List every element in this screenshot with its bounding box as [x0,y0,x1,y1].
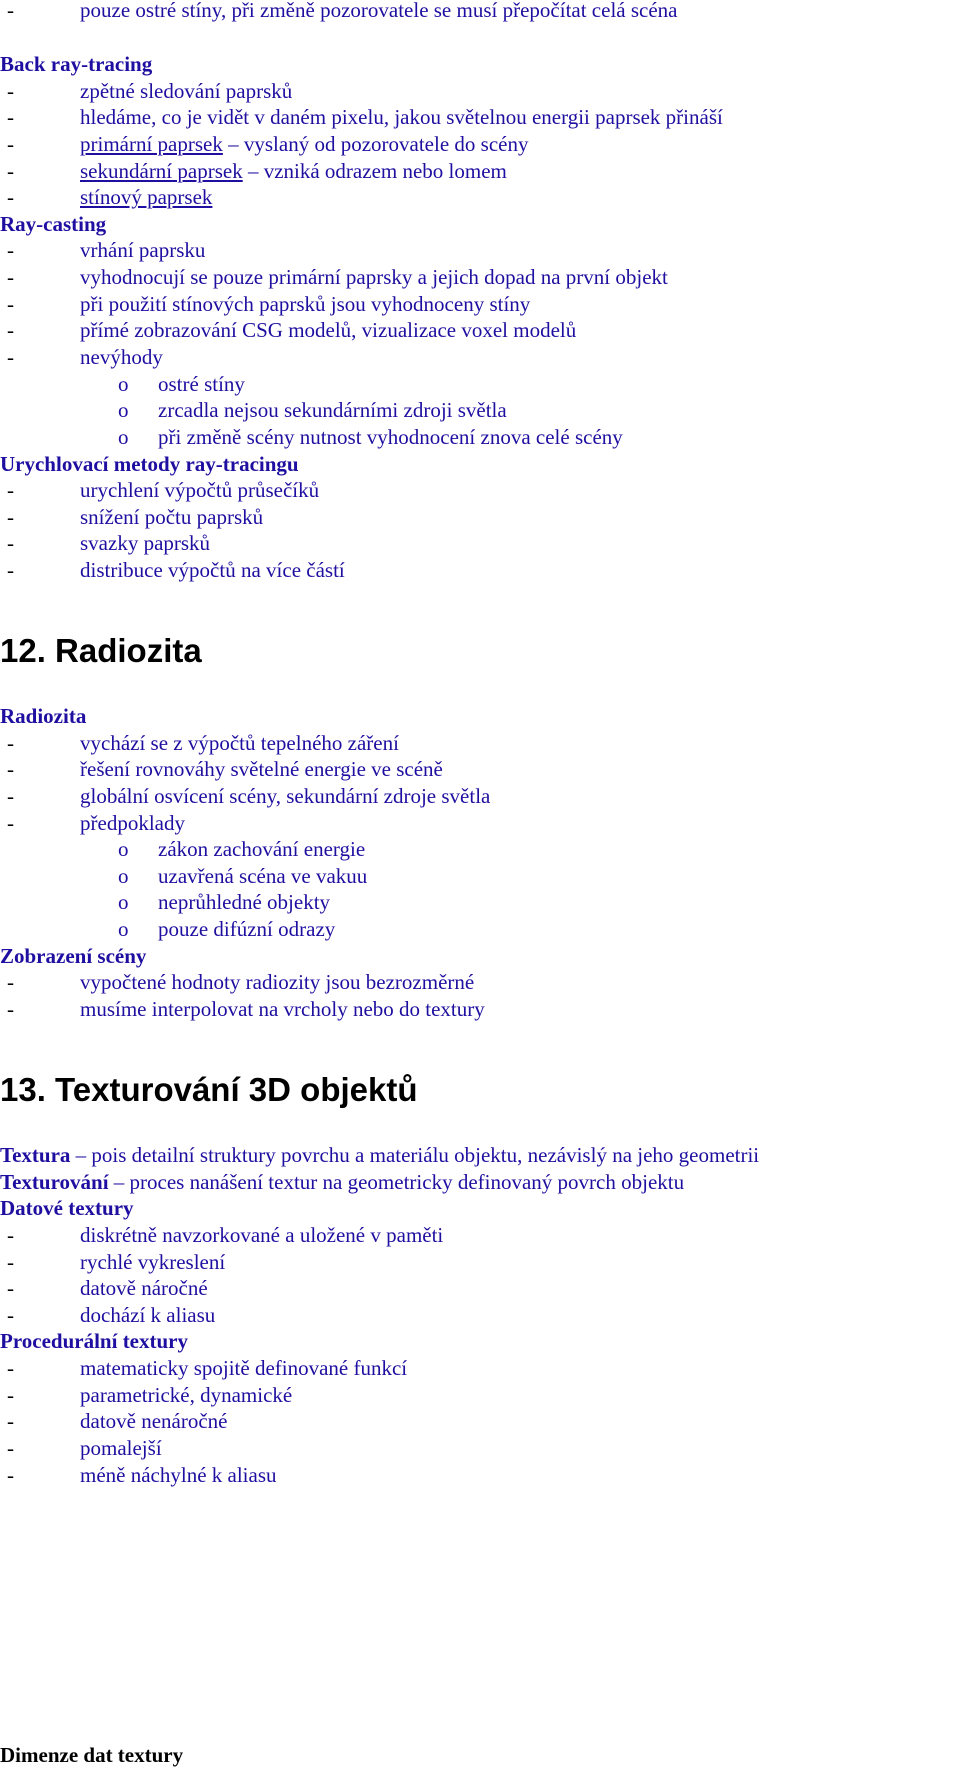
section-heading-procedural-textures: Procedurální textury [0,1329,188,1353]
list-item: - sekundární paprsek – vzniká odrazem nebo lomem [7,159,507,183]
list-item: - vrhání paprsku [7,238,206,262]
list-item: - zpětné sledování paprsků [7,79,293,103]
list-item: - parametrické, dynamické [7,1383,293,1407]
list-item: - vyhodnocují se pouze primární paprsky a jejich dopad na první objekt [7,265,668,289]
list-item: - přímé zobrazování CSG modelů, vizualizace voxel modelů [7,318,577,342]
sub-list-item: o neprůhledné objekty [118,890,331,914]
list-item: - vypočtené hodnoty radiozity jsou bezrozměrné [7,970,475,994]
list-item: - vychází se z výpočtů tepelného záření [7,731,399,755]
sub-list-item: o při změně scény nutnost vyhodnocení znova celé scény [118,425,623,449]
section-heading-scene-display: Zobrazení scény [0,944,147,968]
list-item: - globální osvícení scény, sekundární zdroje světla [7,784,491,808]
list-item: - matematicky spojitě definované funkcí [7,1356,408,1380]
section-heading-ray-casting: Ray-casting [0,212,107,236]
list-item: - dochází k aliasu [7,1303,216,1327]
list-item: - distribuce výpočtů na více částí [7,558,345,582]
list-item: - datově nenáročné [7,1409,228,1433]
list-item: - při použití stínových paprsků jsou vyhodnoceny stíny [7,292,531,316]
term-primary-ray: primární paprsek [80,132,223,156]
list-item: - méně náchylné k aliasu [7,1463,277,1487]
list-item: - hledáme, co je vidět v daném pixelu, jakou světelnou energii paprsek přináší [7,105,723,129]
list-item: - datově náročné [7,1276,208,1300]
sub-list-item: o ostré stíny [118,372,245,396]
list-item: - primární paprsek – vyslaný od pozorovatele do scény [7,132,529,156]
sub-list-item: o zákon zachování energie [118,837,366,861]
sub-list-item: o uzavřená scéna ve vakuu [118,864,368,888]
list-item: - pomalejší [7,1436,162,1460]
term-secondary-ray: sekundární paprsek [80,159,243,183]
section-heading-texture-dimension: Dimenze dat textury [0,1743,184,1767]
definition-texturing: Texturování – proces nanášení textur na geometricky definovaný povrch objektu [0,1170,685,1194]
section-heading-back-ray-tracing: Back ray-tracing [0,52,153,76]
section-heading-acceleration: Urychlovací metody ray-tracingu [0,452,299,476]
list-item: - předpoklady [7,811,185,835]
list-item: - diskrétně navzorkované a uložené v paměti [7,1223,444,1247]
list-item: - rychlé vykreslení [7,1250,226,1274]
sub-list-item: o pouze difúzní odrazy [118,917,336,941]
list-item: - pouze ostré stíny, při změně pozorovatele se musí přepočítat celá scéna [7,0,678,22]
list-item: - stínový paprsek [7,185,213,209]
list-item: - snížení počtu paprsků [7,505,264,529]
list-item: - nevýhody [7,345,163,369]
chapter-title-radiosity: 12. Radiozita [0,632,202,669]
sub-list-item: o zrcadla nejsou sekundárními zdroji světla [118,398,507,422]
term-shadow-ray: stínový paprsek [80,185,213,209]
section-heading-data-textures: Datové textury [0,1196,134,1220]
list-item: - řešení rovnováhy světelné energie ve scéně [7,757,443,781]
list-item: - musíme interpolovat na vrcholy nebo do textury [7,997,485,1021]
list-item: - urychlení výpočtů průsečíků [7,478,320,502]
list-item: - svazky paprsků [7,531,211,555]
definition-texture: Textura – pois detailní struktury povrchu a materiálu objektu, nezávislý na jeho geometrii [0,1143,760,1167]
section-heading-radiosity: Radiozita [0,704,87,728]
chapter-title-texturing: 13. Texturování 3D objektů [0,1071,418,1108]
